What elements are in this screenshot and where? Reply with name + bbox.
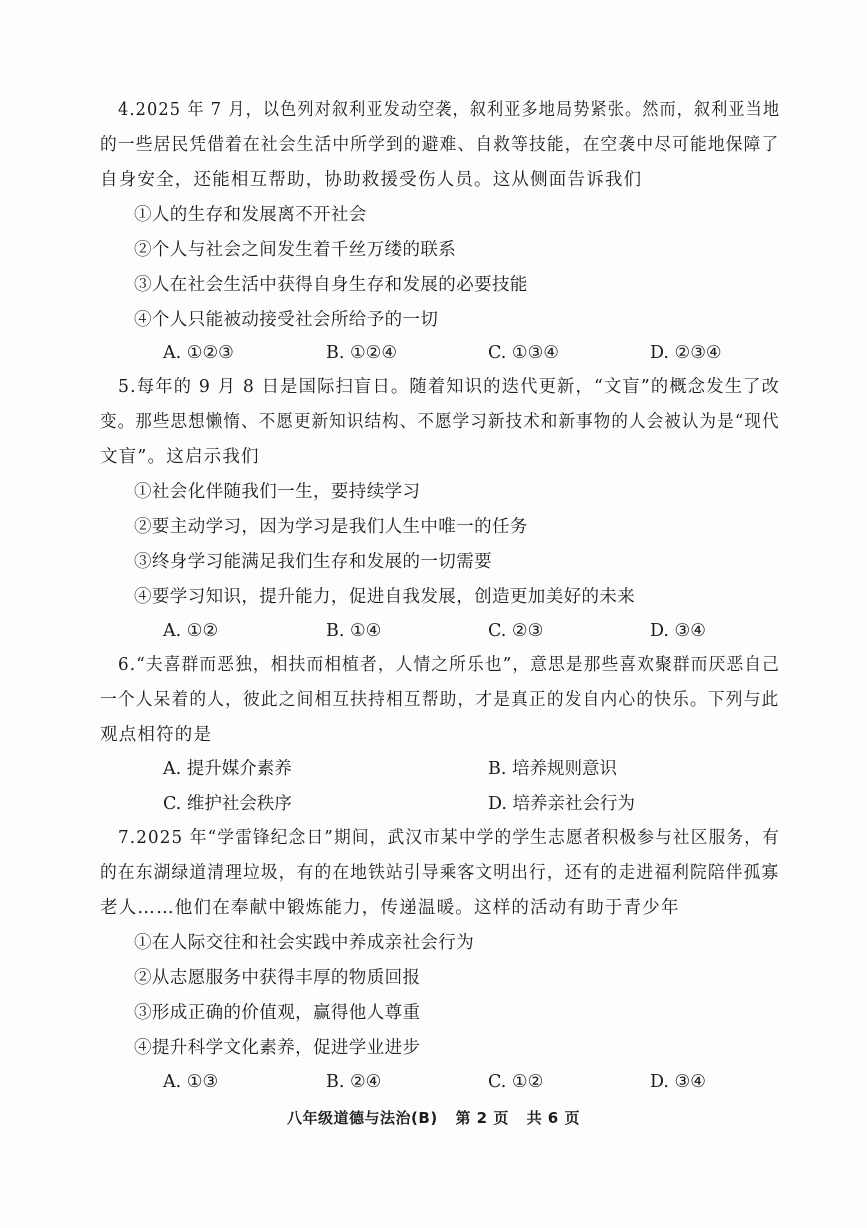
question-4-statement-4: ④个人只能被动接受社会所给予的一切 xyxy=(134,310,439,330)
question-6-option-c: C. 维护社会秩序 xyxy=(163,794,292,814)
question-4-option-d: D. ②③④ xyxy=(650,343,722,363)
question-5-option-c: C. ②③ xyxy=(488,621,544,641)
question-5-statement-3: ③终身学习能满足我们生存和发展的一切需要 xyxy=(134,552,492,572)
question-5-stem-line-3: 文盲”。这启示我们 xyxy=(100,447,260,467)
footer-subject: 八年级道德与法治(B) xyxy=(287,1109,438,1127)
question-7-stem-line-3: 老人……他们在奉献中锻炼能力，传递温暖。这样的活动有助于青少年 xyxy=(100,898,680,918)
question-5-statement-2: ②要主动学习，因为学习是我们人生中唯一的任务 xyxy=(134,517,528,537)
question-7-option-d: D. ③④ xyxy=(650,1072,706,1092)
page-footer xyxy=(0,1107,867,1128)
question-4-stem-line-2: 的一些居民凭借着在社会生活中所学到的避难、自救等技能，在空袭中尽可能地保障了 xyxy=(100,135,780,155)
question-7-option-b: B. ②④ xyxy=(326,1072,382,1092)
question-5-statement-4: ④要学习知识，提升能力，促进自我发展，创造更加美好的未来 xyxy=(134,587,636,607)
question-7-statement-2: ②从志愿服务中获得丰厚的物质回报 xyxy=(134,968,421,988)
question-4-option-c: C. ①③④ xyxy=(488,343,559,363)
question-6-stem-line-2: 一个人呆着的人，彼此之间相互扶持相互帮助，才是真正的发自内心的快乐。下列与此 xyxy=(100,690,780,710)
question-4-stem-line-1: 4.2025 年 7 月，以色列对叙利亚发动空袭，叙利亚多地局势紧张。然而，叙利亚当地 xyxy=(118,100,781,120)
question-4-statement-2: ②个人与社会之间发生着千丝万缕的联系 xyxy=(134,240,457,260)
question-6-stem-line-1: 6.“夫喜群而恶独，相扶而相植者，人情之所乐也”，意思是那些喜欢聚群而厌恶自己 xyxy=(118,655,780,675)
question-5-statement-1: ①社会化伴随我们一生，要持续学习 xyxy=(134,482,421,502)
question-6-option-a: A. 提升媒介素养 xyxy=(163,759,292,779)
question-4-option-b: B. ①②④ xyxy=(326,343,398,363)
question-7-stem-line-2: 的在东湖绿道清理垃圾，有的在地铁站引导乘客文明出行，还有的走进福利院陪伴孤寡 xyxy=(100,863,780,883)
question-7-option-a: A. ①③ xyxy=(163,1072,219,1092)
question-4-option-a: A. ①②③ xyxy=(163,343,234,363)
question-7-option-c: C. ①② xyxy=(488,1072,544,1092)
question-5-option-a: A. ①② xyxy=(163,621,219,641)
question-6-option-b: B. 培养规则意识 xyxy=(488,759,617,779)
question-7-statement-3: ③形成正确的价值观，赢得他人尊重 xyxy=(134,1003,421,1023)
question-5-stem-line-1: 5.每年的 9 月 8 日是国际扫盲日。随着知识的迭代更新，“文盲”的概念发生了改 xyxy=(118,377,781,397)
question-5-option-d: D. ③④ xyxy=(650,621,706,641)
question-6-option-d: D. 培养亲社会行为 xyxy=(488,794,636,814)
question-7-statement-1: ①在人际交往和社会实践中养成亲社会行为 xyxy=(134,933,475,953)
question-4-statement-3: ③人在社会生活中获得自身生存和发展的必要技能 xyxy=(134,275,528,295)
question-7-stem-line-1: 7.2025 年“学雷锋纪念日”期间，武汉市某中学的学生志愿者积极参与社区服务，有 xyxy=(118,828,780,848)
question-4-stem-line-3: 自身安全，还能相互帮助，协助救援受伤人员。这从侧面告诉我们 xyxy=(100,170,643,190)
footer-page-number: 第 2 页 xyxy=(455,1109,509,1127)
question-6-stem-line-3: 观点相符的是 xyxy=(100,725,213,745)
question-4-statement-1: ①人的生存和发展离不开社会 xyxy=(134,205,367,225)
question-5-option-b: B. ①④ xyxy=(326,621,382,641)
footer-total-pages: 共 6 页 xyxy=(526,1109,580,1127)
question-7-statement-4: ④提升科学文化素养，促进学业进步 xyxy=(134,1038,421,1058)
question-5-stem-line-2: 变。那些思想懒惰、不愿更新知识结构、不愿学习新技术和新事物的人会被认为是“现代 xyxy=(100,412,780,432)
